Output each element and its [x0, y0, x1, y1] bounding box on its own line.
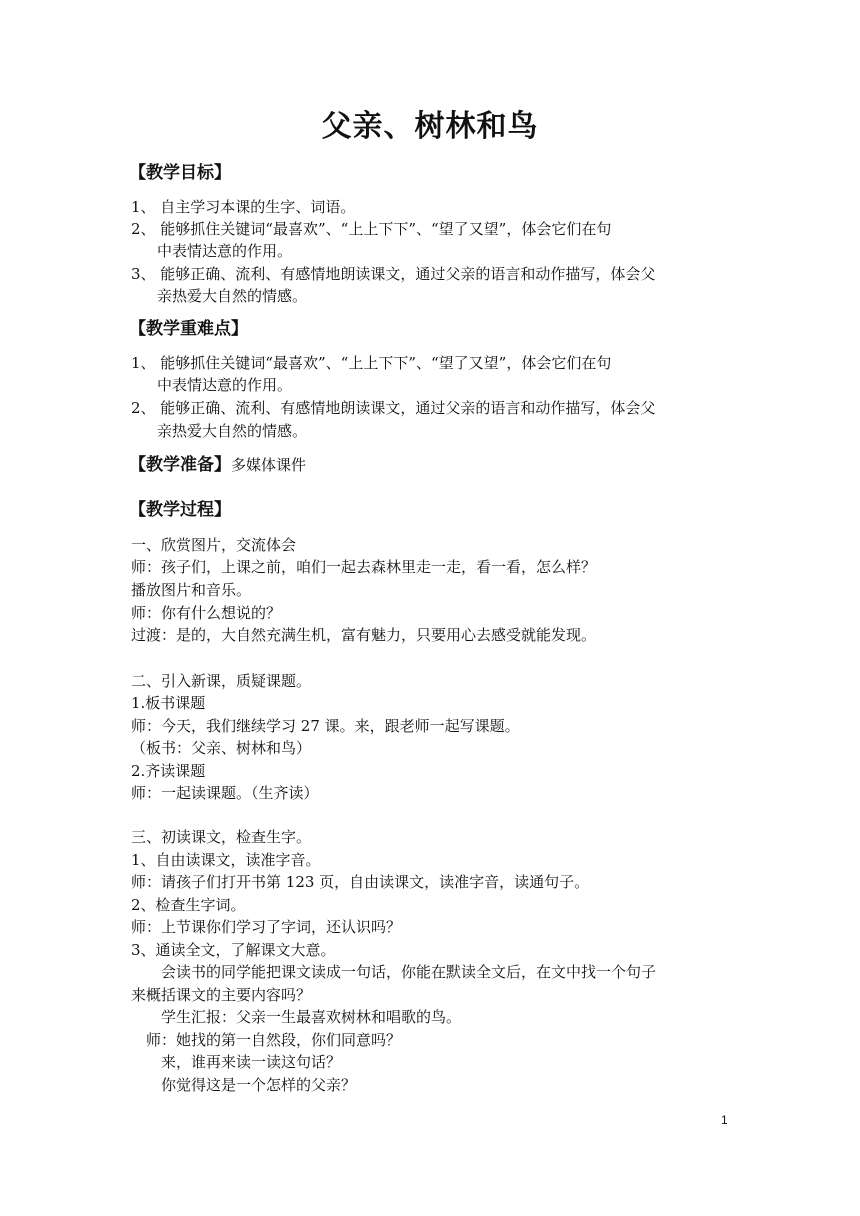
process-line: 1、自由读课文，读准字音。	[131, 851, 321, 869]
process-line: 师：今天，我们继续学习 27 课。来，跟老师一起写课题。	[131, 717, 520, 735]
process-line: 学生汇报：父亲一生最喜欢树林和唱歌的鸟。	[161, 1008, 462, 1026]
process-line: 师：孩子们，上课之前，咱们一起去森林里走一走，看一看，怎么样？	[131, 558, 597, 576]
process-line: 师：请孩子们打开书第 123 页，自由读课文，读准字音，读通句子。	[131, 873, 590, 891]
process-line: 2、检查生字词。	[131, 896, 246, 914]
objective-item-1: 1、 自主学习本课的生字、词语。	[131, 198, 356, 216]
process-line: 师：你有什么想说的？	[131, 604, 282, 622]
key-points-heading: 【教学重难点】	[129, 319, 248, 339]
process-line: 1.板书课题	[131, 694, 206, 712]
key-point-item-1: 1、 能够抓住关键词“最喜欢”、“上上下下”、“望了又望”，体会它们在句	[131, 354, 612, 372]
process-line: 3、通读全文，了解课文大意。	[131, 941, 336, 959]
process-line: 来，谁再来读一读这句话？	[161, 1053, 342, 1071]
objective-item-3-cont: 亲热爱大自然的情感。	[157, 287, 308, 305]
process-line: （板书：父亲、树林和鸟）	[131, 739, 312, 757]
process-line: 2.齐读课题	[131, 762, 206, 780]
process-line: 师：上节课你们学习了字词，还认识吗？	[131, 918, 402, 936]
page-number: 1	[721, 1113, 728, 1127]
objectives-heading: 【教学目标】	[129, 163, 231, 183]
preparation-text: 多媒体课件	[231, 456, 307, 474]
process-line: 二、引入新课，质疑课题。	[131, 672, 312, 690]
process-line: 播放图片和音乐。	[131, 581, 252, 599]
process-line: 过渡：是的，大自然充满生机，富有魅力，只要用心去感受就能发现。	[131, 626, 597, 644]
key-point-item-2: 2、 能够正确、流利、有感情地朗读课文，通过父亲的语言和动作描写，体会父	[131, 399, 656, 417]
process-line: 一、欣赏图片，交流体会	[131, 536, 297, 554]
process-line: 师：一起读课题。（生齐读）	[131, 784, 319, 802]
page-title: 父亲、树林和鸟	[321, 109, 539, 144]
objective-item-3: 3、 能够正确、流利、有感情地朗读课文，通过父亲的语言和动作描写，体会父	[131, 265, 656, 283]
process-line: 三、初读课文，检查生字。	[131, 828, 312, 846]
process-heading: 【教学过程】	[129, 500, 231, 520]
key-point-item-2-cont: 亲热爱大自然的情感。	[157, 422, 308, 440]
process-line: 师：她找的第一自然段，你们同意吗？	[146, 1031, 402, 1049]
key-point-item-1-cont: 中表情达意的作用。	[157, 376, 293, 394]
process-line: 会读书的同学能把课文读成一句话，你能在默读全文后，在文中找一个句子	[161, 963, 657, 981]
process-line: 你觉得这是一个怎样的父亲？	[161, 1076, 357, 1094]
objective-item-2-cont: 中表情达意的作用。	[157, 242, 293, 260]
objective-item-2: 2、 能够抓住关键词“最喜欢”、“上上下下”、“望了又望”，体会它们在句	[131, 220, 612, 238]
preparation-heading: 【教学准备】	[129, 455, 231, 475]
process-line: 来概括课文的主要内容吗？	[131, 986, 312, 1004]
preparation-line	[129, 453, 306, 477]
